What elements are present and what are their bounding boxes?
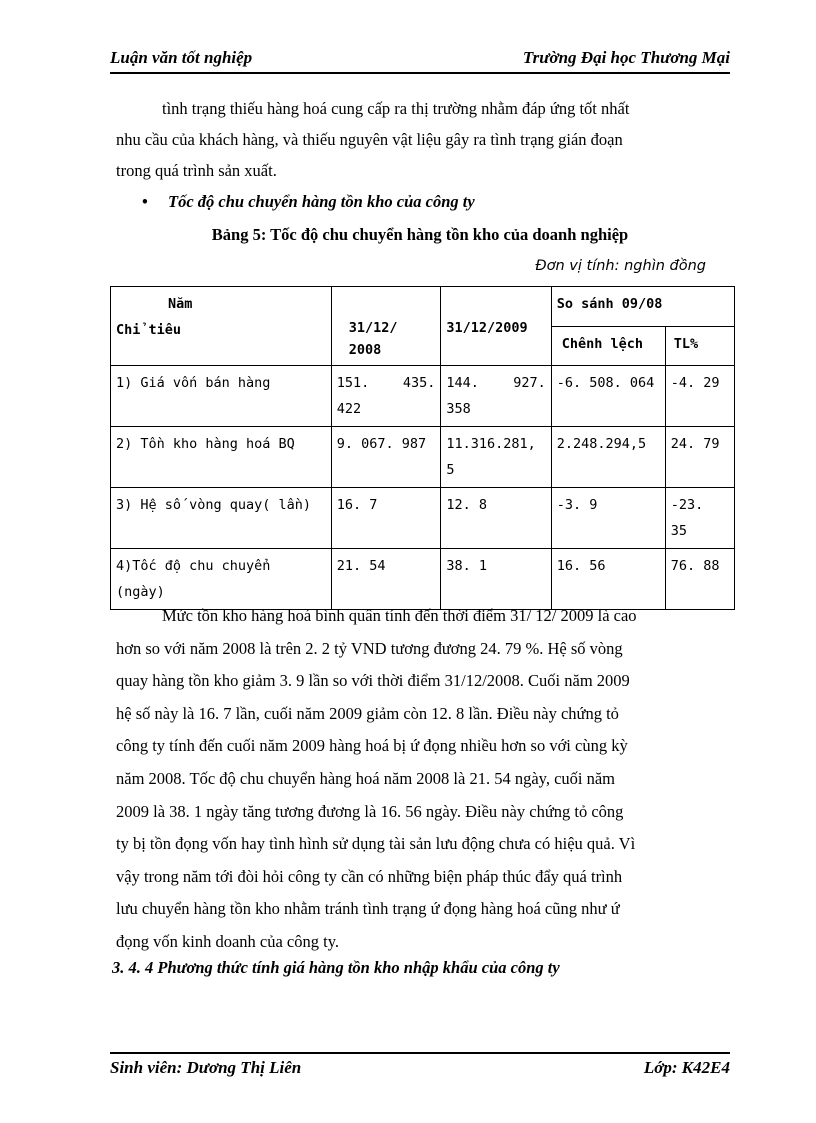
analysis-line: công ty tính đến cuối năm 2009 hàng hoá bị ứ đọng nhiều hơn so với cùng kỳ <box>116 736 628 756</box>
cell-2009 <box>441 366 551 427</box>
row-label: 1) Giá vốn bán hàng <box>111 366 332 427</box>
intro-line: nhu cầu của khách hàng, và thiếu nguyên vật liệu gây ra tình trạng gián đoạn <box>116 130 623 149</box>
header-indicator-cell <box>111 287 332 366</box>
table-row <box>111 366 735 427</box>
bullet-item <box>142 192 475 212</box>
unit-note: Đơn vị tính: nghìn đồng <box>535 258 706 274</box>
header-university: Trường Đại học Thương Mại <box>522 48 730 67</box>
footer-divider <box>110 1052 730 1054</box>
cell-part: 11.316.281, <box>446 436 536 452</box>
cell-part: 144. <box>446 375 479 391</box>
analysis-line: hệ số này là 16. 7 lần, cuối năm 2009 giảm còn 12. 8 lần. Điều này chứng tỏ <box>116 703 619 723</box>
cell-diff: 2.248.294,5 <box>551 427 665 488</box>
table-row <box>111 427 735 488</box>
cell-part: -23. <box>670 497 704 513</box>
cell-2009: 12. 8 <box>441 488 551 549</box>
header-divider <box>110 72 730 74</box>
cell-part: 927. <box>513 375 546 391</box>
bullet-icon: • <box>142 192 148 211</box>
header-thesis-title: Luận văn tốt nghiệp <box>110 48 253 67</box>
header-diff: Chênh lệch <box>551 326 665 366</box>
header-year: Năm <box>168 296 193 312</box>
intro-line: tình trạng thiếu hàng hoá cung cấp ra thị trường nhằm đáp ứng tốt nhất <box>162 99 630 118</box>
table-header-row <box>111 287 735 327</box>
analysis-line: 2009 là 38. 1 ngày tăng tương đương là 16. 56 ngày. Điều này chứng tỏ công <box>116 801 624 821</box>
cell-2009 <box>441 427 551 488</box>
cell-part: 435. <box>402 375 436 391</box>
cell-2008: 21. 54 <box>331 549 441 610</box>
cell-diff: -6. 508. 064 <box>551 366 665 427</box>
section-heading: 3. 4. 4 Phương thức tính giá hàng tồn kho nhập khẩu của công ty <box>112 958 560 977</box>
analysis-line: đọng vốn kinh doanh của công ty. <box>116 931 340 951</box>
header-pct: TL% <box>665 326 734 366</box>
cell-part: 35 <box>670 523 688 539</box>
analysis-line: ty bị tồn đọng vốn hay tình hình sử dụng tài sản lưu động chưa có hiệu quả. Vì <box>116 834 636 854</box>
analysis-line: vậy trong năm tới đòi hỏi công ty cần có những biện pháp thúc đẩy quá trình <box>116 866 623 886</box>
analysis-line: quay hàng tồn kho giảm 3. 9 lần so với thời điểm 31/12/2008. Cuối năm 2009 <box>116 671 630 691</box>
page-footer <box>110 1058 730 1080</box>
footer-student: Sinh viên: Dương Thị Liên <box>110 1058 302 1077</box>
analysis-line: hơn so với năm 2008 là trên 2. 2 tỷ VND tương đương 24. 79 %. Hệ số vòng <box>116 638 623 658</box>
row-label: 4)Tốc độ chu chuyển (ngày) <box>111 549 332 610</box>
analysis-line: Mức tồn kho hàng hoá bình quân tính đến thời điểm 31/ 12/ 2009 là cao <box>162 606 637 625</box>
header-compare: So sánh 09/08 <box>551 287 734 327</box>
header-2008 <box>331 287 441 366</box>
header-2008-text: 31/12/ 2008 <box>348 320 398 358</box>
cell-part: 151. <box>336 375 370 391</box>
cell-pct <box>665 488 734 549</box>
table-row <box>111 488 735 549</box>
analysis-line: năm 2008. Tốc độ chu chuyển hàng hoá năm 2008 là 21. 54 ngày, cuối năm <box>116 768 616 788</box>
analysis-line: lưu chuyển hàng tồn kho nhằm tránh tình trạng ứ đọng hàng hoá cũng như ứ <box>116 899 620 919</box>
cell-part: 358 <box>446 401 471 417</box>
cell-2008: 9. 067. 987 <box>331 427 441 488</box>
row-label: 3) Hệ số vòng quay( lần) <box>111 488 332 549</box>
cell-2008 <box>331 366 441 427</box>
cell-part: 422 <box>336 401 362 417</box>
header-2009 <box>441 287 551 366</box>
cell-2008: 16. 7 <box>331 488 441 549</box>
intro-line: trong quá trình sản xuất. <box>116 161 277 180</box>
table-caption <box>0 225 816 245</box>
intro-paragraph <box>116 93 728 186</box>
header-indicator: Chỉ tiêu <box>116 322 182 338</box>
cell-pct: 24. 79 <box>665 427 734 488</box>
cell-diff: 16. 56 <box>551 549 665 610</box>
table-caption-text: Bảng 5: Tốc độ chu chuyển hàng tồn kho của doanh nghiệp <box>211 225 629 244</box>
cell-2009: 38. 1 <box>441 549 551 610</box>
footer-class: Lớp: K42E4 <box>643 1058 730 1077</box>
row-label: 2) Tồn kho hàng hoá BQ <box>111 427 332 488</box>
header-2009-text: 31/12/2009 <box>446 320 528 336</box>
bullet-text: Tốc độ chu chuyển hàng tồn kho của công ty <box>168 192 475 211</box>
inventory-turnover-table <box>110 286 735 610</box>
cell-diff: -3. 9 <box>551 488 665 549</box>
page-header <box>110 48 730 70</box>
cell-part: 5 <box>446 462 455 478</box>
cell-pct: 76. 88 <box>665 549 734 610</box>
cell-pct: -4. 29 <box>665 366 734 427</box>
analysis-paragraph <box>116 600 728 959</box>
